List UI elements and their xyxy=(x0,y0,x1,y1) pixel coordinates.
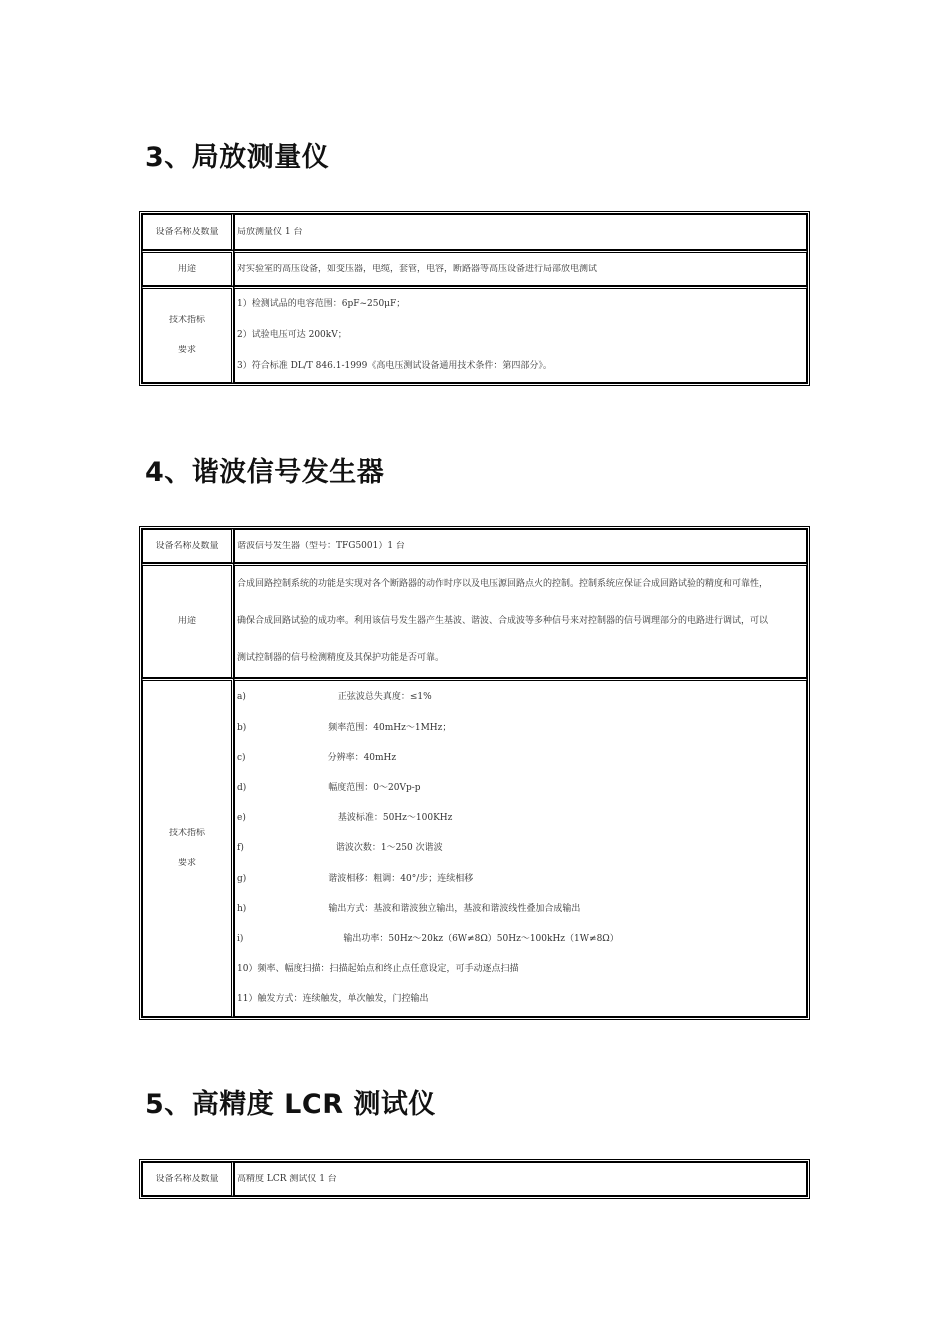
spec-item xyxy=(237,954,806,984)
spec-item xyxy=(237,833,806,863)
row-label: 用途 xyxy=(142,250,234,286)
table-row xyxy=(142,678,807,1017)
row-label: 用途 xyxy=(142,563,234,678)
spec-item-text: 分辨率：40mHz xyxy=(327,752,397,763)
spec-item-text: 谐波次数：1～250 次谐波 xyxy=(335,843,443,854)
spec-item xyxy=(237,924,806,954)
spec-item xyxy=(237,803,806,833)
spec-item-text: 谐波相移：粗调：40°/步；连续相移 xyxy=(328,873,474,884)
row-value: 高精度 LCR 测试仪 1 台 xyxy=(234,1162,807,1196)
table-row xyxy=(142,214,807,250)
table-row xyxy=(142,529,807,563)
table-row xyxy=(142,286,807,383)
spec-item-text: 频率范围：40mHz～1MHz； xyxy=(328,722,452,733)
spec-table-harmonic-generator xyxy=(141,528,808,1018)
spec-item-text: 正弦波总失真度：≤1% xyxy=(337,692,432,703)
spec-item-index: g) xyxy=(237,873,247,884)
spec-item xyxy=(237,713,806,743)
spec-item-index: e) xyxy=(237,813,246,824)
row-label: 技术指标 要求 xyxy=(142,678,234,1017)
spec-item-index: c) xyxy=(237,752,246,763)
spec-item xyxy=(237,743,806,773)
table-row xyxy=(142,563,807,678)
spec-item-text: 基波标准：50Hz～100KHz xyxy=(337,813,453,824)
row-value: 合成回路控制系统的功能是实现对各个断路器的动作时序以及电压源回路点火的控制。控制系统应保证合成回路试验的精度和可靠性， 确保合成回路试验的成功率。利用该信号发生器产生基波、谐波、合成波等多种信号来对控制器的信号调理部分的电路进行调试，可以 测试控制器的信号检测精度及其保护功能是否可靠。 xyxy=(234,563,807,678)
spec-item-text: 输出功率：50Hz～20kz（6W≠8Ω）50Hz～100kHz（1W≠8Ω） xyxy=(343,933,619,944)
spec-item-index: f) xyxy=(237,843,244,854)
spec-table-partial-discharge xyxy=(141,213,808,384)
table-row xyxy=(142,250,807,286)
section-heading-5: 5、高精度 LCR 测试仪 xyxy=(145,1089,436,1120)
spec-item xyxy=(237,894,806,924)
spec-item-index: b) xyxy=(237,722,247,733)
row-value: 局放测量仪 1 台 xyxy=(234,214,807,250)
spec-item-index: a) xyxy=(237,692,246,703)
spec-item-text: 10）频率、幅度扫描：扫描起始点和终止点任意设定，可手动逐点扫描 xyxy=(237,964,519,975)
spec-table-lcr-meter xyxy=(141,1161,808,1197)
spec-item xyxy=(237,984,806,1014)
row-label: 设备名称及数量 xyxy=(142,529,234,563)
row-value: 1）检测试品的电容范围：6pF~250μF； 2）试验电压可达 200kV； 3）符合标准 DL/T 846.1-1999《高电压测试设备通用技术条件：第四部分》。 xyxy=(234,286,807,383)
spec-item xyxy=(237,864,806,894)
row-value: 对实验室的高压设备，如变压器，电缆，套管，电容，断路器等高压设备进行局部放电测试 xyxy=(234,250,807,286)
section-heading-3: 3、局放测量仪 xyxy=(145,142,330,173)
spec-item-index: d) xyxy=(237,783,247,794)
spec-item-index: h) xyxy=(237,903,247,914)
row-value xyxy=(234,678,807,1017)
section-heading-4: 4、谐波信号发生器 xyxy=(145,457,385,488)
spec-item-text: 输出方式：基波和谐波独立输出，基波和谐波线性叠加合成输出 xyxy=(328,903,581,914)
spec-item-index: i) xyxy=(237,933,244,944)
row-label: 技术指标 要求 xyxy=(142,286,234,383)
row-label: 设备名称及数量 xyxy=(142,1162,234,1196)
spec-item-text: 幅度范围：0～20Vp-p xyxy=(328,783,421,794)
row-label: 设备名称及数量 xyxy=(142,214,234,250)
spec-item xyxy=(237,773,806,803)
table-row xyxy=(142,1162,807,1196)
spec-item-text: 11）触发方式：连续触发，单次触发，门控输出 xyxy=(237,994,429,1005)
row-value: 谐波信号发生器（型号：TFG5001）1 台 xyxy=(234,529,807,563)
spec-item xyxy=(237,682,806,712)
